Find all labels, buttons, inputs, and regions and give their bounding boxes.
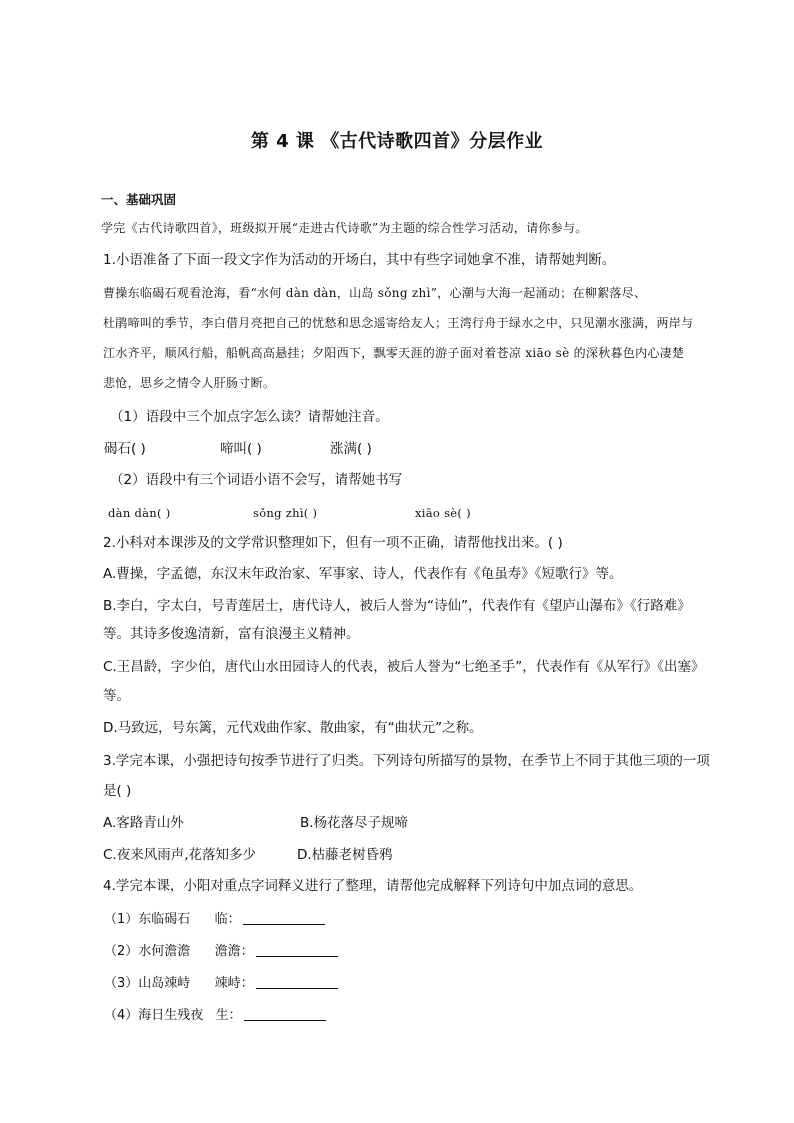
option-d: D.马致远，号东篱，元代戏曲作家、散曲家，有“曲状元”之称。 [103,720,483,736]
passage-line: 杜鹃啼叫的季节，李白借月亮把自己的忧愁和思念遥寄给友人；王湾行舟于绿水之中，只见潮水涨满，两岸与 [103,316,694,330]
question-1-2: （2）语段中有三个词语小语不会写，请帮她书写 [110,472,403,488]
definition-row [104,908,325,927]
definition-row [104,1004,326,1023]
passage-line: 悲怆，思乡之情令人肝肠寸断。 [103,376,276,390]
answer-blank[interactable] [243,910,325,925]
section-heading: 一、基础巩固 [101,192,177,207]
question-4: 4.学完本课，小阳对重点字词释义进行了整理，请帮他完成解释下列诗句中加点词的意思。 [103,878,643,894]
passage-line: 江水齐平，顺风行船，船帆高高悬挂；夕阳西下，飘零天涯的游子面对着苍凉 xiāo sè 的深秋暮色内心凄楚 [103,346,685,360]
word-blank-1[interactable]: dàn dàn( ) [108,506,171,520]
answer-blank[interactable] [244,1006,326,1021]
target-word: 竦峙： [214,976,254,991]
target-word: 生： [215,1008,242,1023]
word-blank-2[interactable]: sǒng zhì( ) [253,506,318,520]
option-b: B.李白，字太白，号青莲居士，唐代诗人，被后人誉为“诗仙”，代表作有《望庐山瀑布》《行路难》 [103,598,691,614]
choice-a[interactable]: A.客路青山外 [103,815,184,831]
option-c: C.王昌龄，字少伯，唐代山水田园诗人的代表，被后人誉为“七绝圣手”，代表作有《从军行》《出塞》 [103,659,705,675]
intro-text: 学完《古代诗歌四首》，班级拟开展“走进古代诗歌”为主题的综合性学习活动，请你参与。 [101,221,588,235]
answer-blank[interactable] [256,942,338,957]
choice-b[interactable]: B.杨花落尽子规啼 [300,815,409,831]
phrase: （4）海日生残夜 [104,1008,204,1023]
phrase: （1）东临碣石 [104,912,191,927]
word-blank-3[interactable]: xiāo sè( ) [415,506,471,520]
choice-d[interactable]: D.枯藤老树昏鸦 [297,847,393,863]
pinyin-blank-1[interactable]: 碣石( ) [104,441,146,457]
page-title: 第 4 课 《古代诗歌四首》分层作业 [250,131,544,152]
answer-blank[interactable] [256,974,338,989]
question-3: 3.学完本课，小强把诗句按季节进行了归类。下列诗句所描写的景物，在季节上不同于其他三项的一项 [103,753,710,769]
pinyin-blank-2[interactable]: 啼叫( ) [220,441,262,457]
question-3-cont: 是( ) [103,783,132,799]
target-word: 临： [214,912,241,927]
definition-row [104,972,338,991]
question-1-1: （1）语段中三个加点字怎么读？请帮她注音。 [110,409,389,425]
option-b-cont: 等。其诗多俊逸清新，富有浪漫主义精神。 [103,626,360,642]
phrase: （2）水何澹澹 [104,944,191,959]
definition-row [104,940,338,959]
option-a: A.曹操，字孟德，东汉末年政治家、军事家、诗人，代表作有《龟虽寿》《短歌行》等。 [103,566,623,582]
phrase: （3）山岛竦峙 [104,976,191,991]
target-word: 澹澹： [214,944,254,959]
choice-c[interactable]: C.夜来风雨声,花落知多少 [103,847,257,863]
question-2: 2.小科对本课涉及的文学常识整理如下，但有一项不正确，请帮他找出来。( ) [103,535,563,551]
option-c-cont: 等。 [103,688,130,704]
question-1: 1.小语准备了下面一段文字作为活动的开场白，其中有些字词她拿不准，请帮她判断。 [103,252,616,268]
passage-line: 曹操东临碣石观看沧海，看“水何 dàn dàn，山岛 sǒng zhì”，心潮与大海一起涌动；在柳絮落尽、 [103,286,647,300]
pinyin-blank-3[interactable]: 涨满( ) [330,441,372,457]
